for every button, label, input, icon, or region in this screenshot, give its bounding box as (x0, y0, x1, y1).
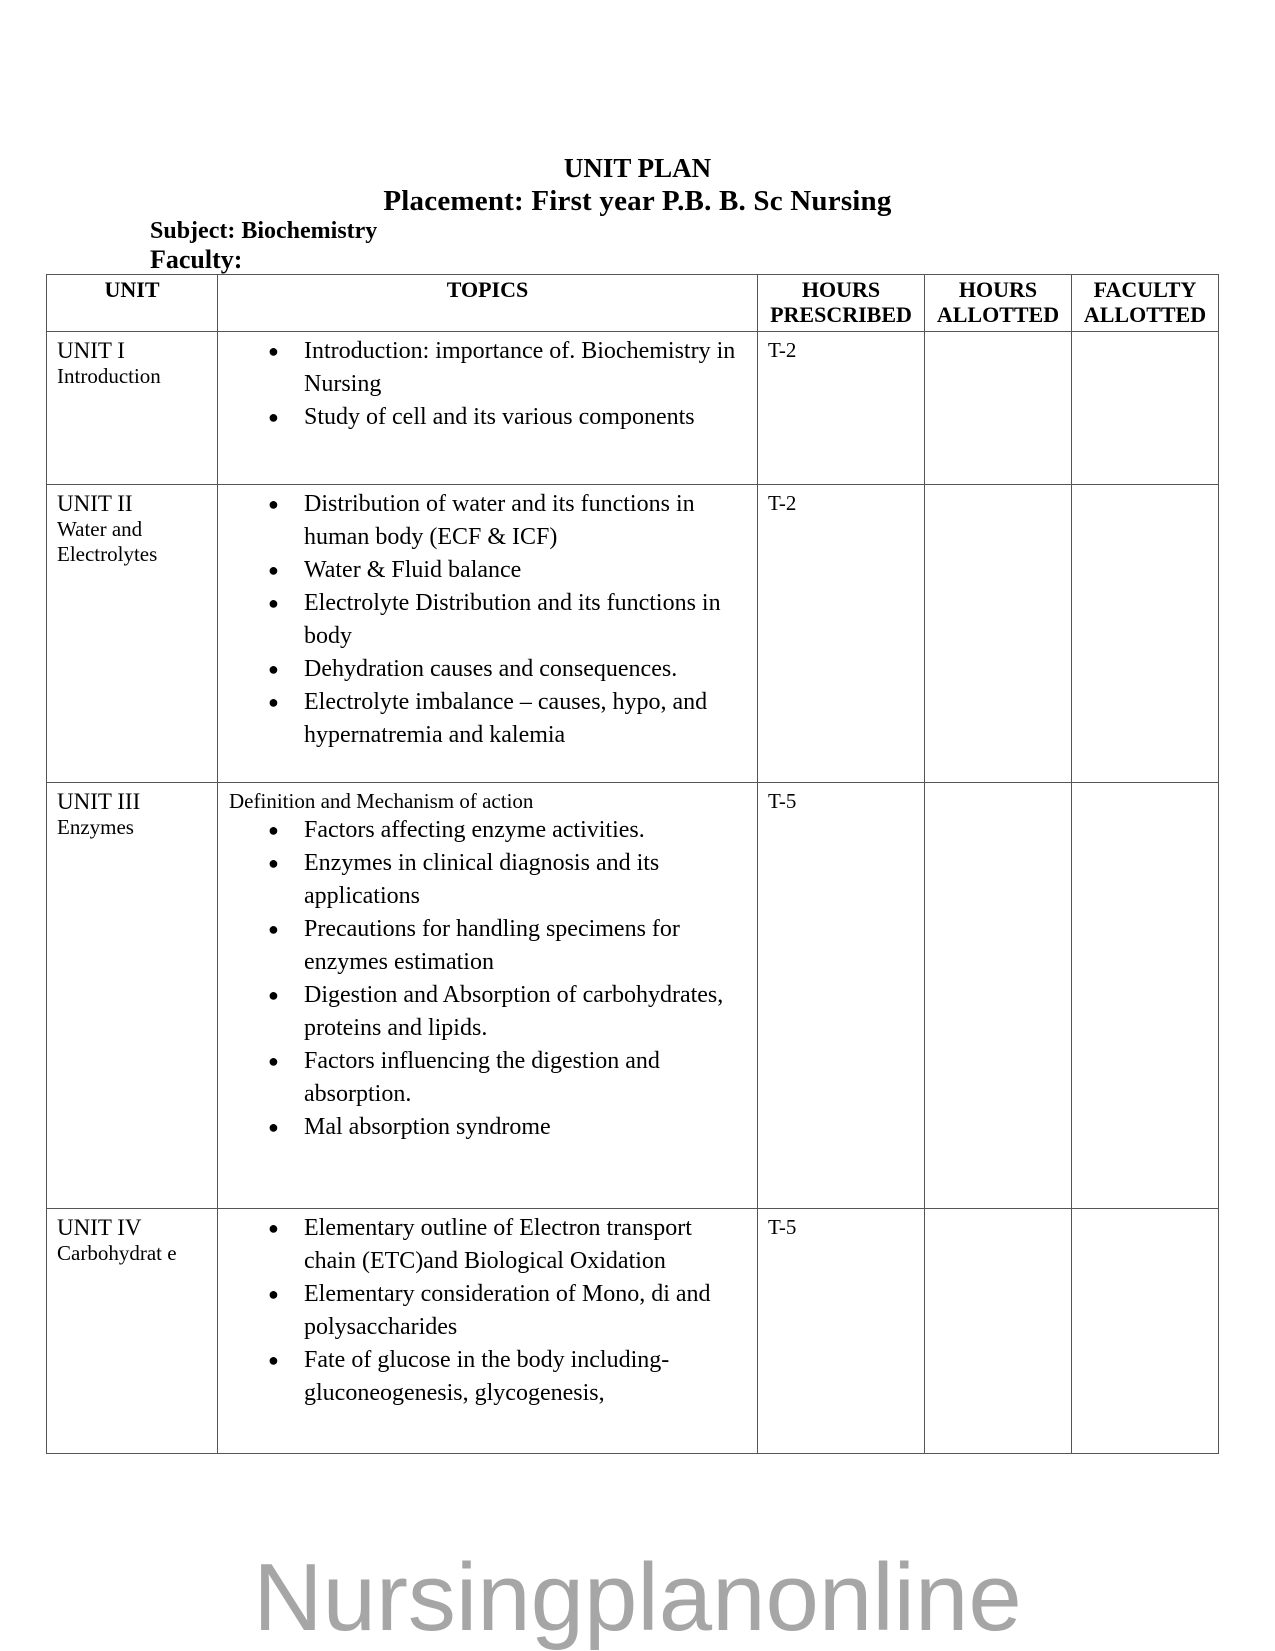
topic-item (218, 1278, 749, 1344)
unit-cell (47, 783, 218, 1209)
unit-number: UNIT III (57, 789, 141, 814)
unit-number: UNIT II (57, 491, 133, 516)
topic-text: Elementary outline of Electron transport chain (ETC)and Biological Oxidation (304, 1215, 692, 1274)
topic-text: Electrolyte Distribution and its functions in body (304, 590, 721, 649)
bullet-dot-icon: ● (268, 1218, 279, 1238)
unit-name: Water and Electrolytes (57, 517, 158, 566)
topic-item (218, 814, 749, 847)
topic-text: Water & Fluid balance (304, 557, 522, 583)
topic-text: Factors affecting enzyme activities. (304, 817, 645, 843)
bullet-dot-icon: ● (268, 494, 279, 514)
bullet-dot-icon: ● (268, 407, 279, 427)
hours-allotted-cell (925, 1209, 1072, 1454)
topics-cell (218, 485, 758, 783)
topic-item (218, 488, 749, 554)
bullet-dot-icon: ● (268, 692, 279, 712)
hours-prescribed-cell: T-5 (758, 1209, 925, 1454)
bullet-dot-icon: ● (268, 1051, 279, 1071)
topic-text: Study of cell and its various components (304, 404, 695, 430)
topic-text: Mal absorption syndrome (304, 1114, 551, 1140)
topic-intro: Definition and Mechanism of action (229, 789, 534, 813)
bullet-dot-icon: ● (268, 1284, 279, 1304)
document-title: UNIT PLAN (563, 153, 712, 183)
unit-cell (47, 332, 218, 485)
table-header-row (47, 275, 1219, 332)
unit-number: UNIT I (57, 338, 125, 363)
topic-text: Elementary consideration of Mono, di and polysaccharides (304, 1281, 711, 1340)
table-row (47, 783, 1219, 1209)
topic-item (218, 686, 749, 752)
topic-list (218, 1212, 749, 1410)
table-row (47, 332, 1219, 485)
unit-name: Enzymes (57, 815, 134, 839)
unit-name: Carbohydrat e (57, 1241, 177, 1265)
topic-item (218, 1045, 749, 1111)
topic-item (218, 1111, 749, 1144)
topic-list (218, 335, 749, 434)
hours-prescribed-cell: T-2 (758, 332, 925, 485)
bullet-dot-icon: ● (268, 985, 279, 1005)
table-row (47, 1209, 1219, 1454)
column-header-topics: TOPICS (218, 275, 758, 332)
faculty-label: Faculty: (150, 245, 243, 274)
bullet-dot-icon: ● (268, 1350, 279, 1370)
topics-cell (218, 332, 758, 485)
bullet-dot-icon: ● (268, 560, 279, 580)
topic-item (218, 587, 749, 653)
unit-cell (47, 485, 218, 783)
topic-item (218, 847, 749, 913)
watermark: Nursingplanonline (253, 1544, 1022, 1651)
hours-prescribed-cell: T-5 (758, 783, 925, 1209)
hours-prescribed-cell: T-2 (758, 485, 925, 783)
placement-heading: Placement: First year P.B. B. Sc Nursing (383, 185, 892, 217)
hours-allotted-cell (925, 783, 1072, 1209)
topic-item (218, 1212, 749, 1278)
topic-item (218, 554, 749, 587)
topic-list (218, 814, 749, 1144)
topics-cell (218, 783, 758, 1209)
topic-text: Factors influencing the digestion and absorption. (304, 1048, 660, 1107)
bullet-dot-icon: ● (268, 659, 279, 679)
bullet-dot-icon: ● (268, 593, 279, 613)
bullet-dot-icon: ● (268, 341, 279, 361)
topic-item (218, 1344, 749, 1410)
topic-text: Dehydration causes and consequences. (304, 656, 678, 682)
topic-item (218, 913, 749, 979)
topic-text: Digestion and Absorption of carbohydrates, proteins and lipids. (304, 982, 724, 1041)
topic-item (218, 335, 749, 401)
topics-cell (218, 1209, 758, 1454)
unit-plan-table (46, 274, 1219, 1454)
faculty-allotted-cell (1072, 783, 1219, 1209)
topic-text: Precautions for handling specimens for enzymes estimation (304, 916, 680, 975)
bullet-dot-icon: ● (268, 919, 279, 939)
topic-item (218, 653, 749, 686)
topic-item (218, 401, 749, 434)
unit-number: UNIT IV (57, 1215, 142, 1240)
hours-allotted-cell (925, 485, 1072, 783)
column-header-faculty-allotted: FACULTY ALLOTTED (1072, 275, 1219, 332)
topic-list (218, 488, 749, 752)
bullet-dot-icon: ● (268, 853, 279, 873)
faculty-allotted-cell (1072, 332, 1219, 485)
subject-label: Subject: Biochemistry (150, 218, 378, 244)
column-header-hours-allotted: HOURS ALLOTTED (925, 275, 1072, 332)
table-row (47, 485, 1219, 783)
topic-text: Electrolyte imbalance – causes, hypo, and hypernatremia and kalemia (304, 689, 708, 748)
topic-text: Enzymes in clinical diagnosis and its applications (304, 850, 660, 909)
faculty-allotted-cell (1072, 1209, 1219, 1454)
topic-text: Distribution of water and its functions in human body (ECF & ICF) (304, 491, 695, 550)
column-header-unit: UNIT (47, 275, 218, 332)
topic-text: Introduction: importance of. Biochemistry in Nursing (304, 338, 736, 397)
unit-name: Introduction (57, 364, 161, 388)
bullet-dot-icon: ● (268, 1117, 279, 1137)
topic-item (218, 979, 749, 1045)
faculty-allotted-cell (1072, 485, 1219, 783)
bullet-dot-icon: ● (268, 820, 279, 840)
topic-text: Fate of glucose in the body including- gluconeogenesis, glycogenesis, (304, 1347, 670, 1406)
column-header-hours-prescribed: HOURS PRESCRIBED (758, 275, 925, 332)
hours-allotted-cell (925, 332, 1072, 485)
unit-cell (47, 1209, 218, 1454)
